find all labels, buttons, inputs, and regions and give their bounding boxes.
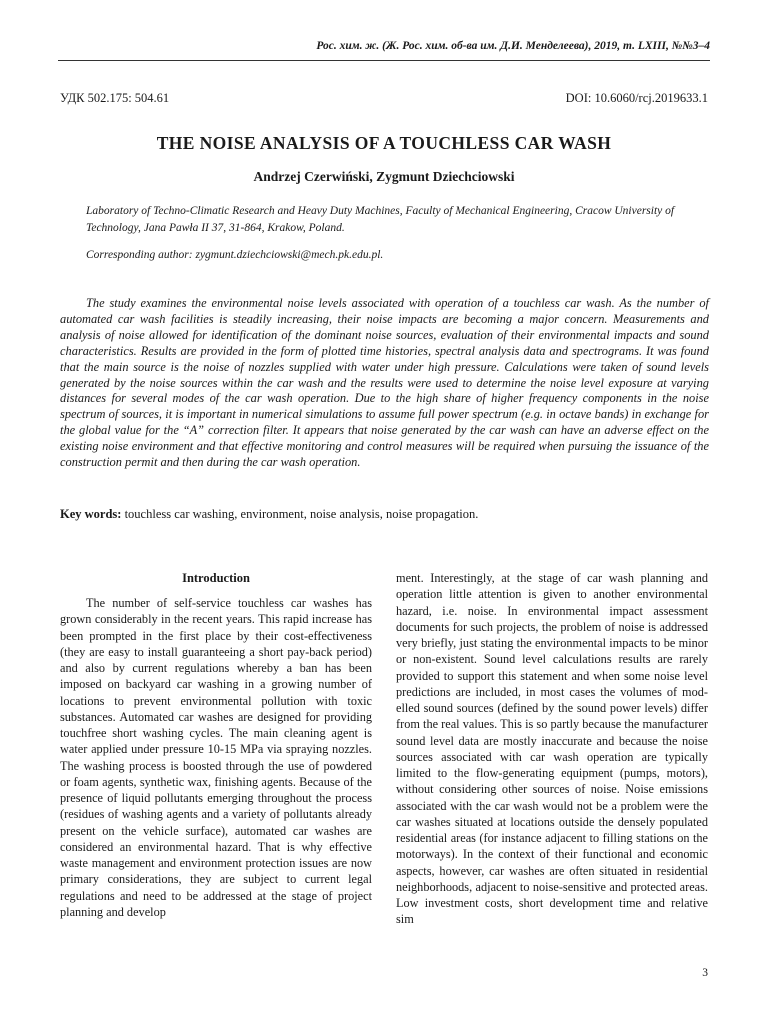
- keywords: [60, 507, 710, 522]
- abstract: The study examines the environmental noise levels associated with operation of a touchless car wash. As the number of automated car wash facilities is steadily increasing, their noise impacts are becoming a major concern. Measurements and analysis of noise allowed for identification of the dominant noise sources, evaluation of their environmental impacts and sound characteristics. Results are provided in the form of plotted time histories, spectral analysis data and spectrograms. It was found that the main source is the noise of nozzles supplied with water under high pressure. Calculations were taken of sound levels generated by the noise sources within the car wash and the results were used to determine the noise level exposure at varying distances for several modes of the car wash operation. Due to the high share of higher frequency components in the noise spectrum of sources, it is important in numerical simulations to assume full power spectrum (e.g. in octave bands) in exchange for the global value for the “A” correction filter. It appears that noise generated by the car wash can have an adverse effect on the existing noise environment and that effective monitoring and control measures will be required when pursuing the issuance of the construction permit and then during the car wash operation.: [60, 296, 709, 470]
- body-column-left: [60, 570, 372, 920]
- author-affiliation: Laboratory of Techno-Climatic Research and Heavy Duty Machines, Faculty of Mechanical Engineering, Cracow University of Technology, Jana Pawła II 37, 31-864, Krakow, Poland.: [86, 205, 675, 234]
- body-column-right: [396, 570, 708, 928]
- corresponding-author: Corresponding author: zygmunt.dziechciowski@mech.pk.edu.pl.: [86, 249, 384, 261]
- running-head: Рос. хим. ж. (Ж. Рос. хим. об-ва им. Д.И. Менделеева), 2019, т. LXIII, №№3–4: [316, 40, 710, 52]
- keywords-list: touchless car washing, environment, noise analysis, noise propagation.: [121, 507, 479, 521]
- article-title: THE NOISE ANALYSIS OF A TOUCHLESS CAR WASH: [156, 133, 612, 153]
- udk-code: УДК 502.175: 504.61: [60, 91, 170, 105]
- doi: DOI: 10.6060/rcj.2019633.1: [565, 91, 708, 105]
- article-authors: Andrzej Czerwiński, Zygmunt Dziechciowski: [253, 169, 515, 184]
- header-divider: [58, 60, 710, 61]
- section-heading-introduction: Introduction: [182, 571, 250, 585]
- keywords-label: Key words:: [60, 507, 122, 521]
- page-number: 3: [702, 967, 708, 979]
- intro-paragraph-1-continued: ment. Interestingly, at the stage of car wash planning and operation little attention is given to another environmental hazard, i.e. noise. In environmental impact assessment documents for such projects, the problem of noise is addressed very briefly, just stating the environmental impacts to be minor or non-existent. Sound level calculations results are rarely provided to support this statement and when some noise level predictions are included, in most cases the volumes of modelled sound sources (defined by the sound power levels) differ from the real values. This is so partly because the manufacturer sound level data are mostly inaccurate and because the noise sources associated with car wash operation are typically limited to the flow-generating equipment (pumps, motors), without considering other sources of noise. Noise emissions associated with the car wash would not be a problem were the car washes situated at locations outside the densely populated residential areas (for instance adjacent to filling stations on the motorways). In the context of their functional and economic aspects, however, car washes are often situated in residential neighborhoods, adjacent to noise-sensitive and protected areas. Low investment costs, short development time and relative sim: [396, 571, 708, 927]
- intro-paragraph-1: The number of self-service touchless car washes has grown considerably in the recent years. This rapid increase has been prompted in the first place by their cost-effectiveness (they are easy to install guaranteeing a short pay-back period) and also by current regulations whereby a ban has been imposed on backyard car washing in a growing number of locations to prevent environmental pollution with toxic substances. Automated car washes are designed for providing touchfree short washing cycles. The main cleaning agent is water applied under pressure 10-15 MPa via spraying nozzles. The washing process is boosted through the use of powdered or foam agents, synthetic wax, finishing agents. Because of the presence of liquid pollutants emerging throughout the process (residues of washing agents and a variety of pollutants already present on the vehicle surface), automated car washes are considered an environmental hazard. That is why effective waste management and environment protection issues are now primary considerations, they are subject to current legal regulations and need to be addressed at the stage of project planning and develop: [60, 596, 372, 919]
